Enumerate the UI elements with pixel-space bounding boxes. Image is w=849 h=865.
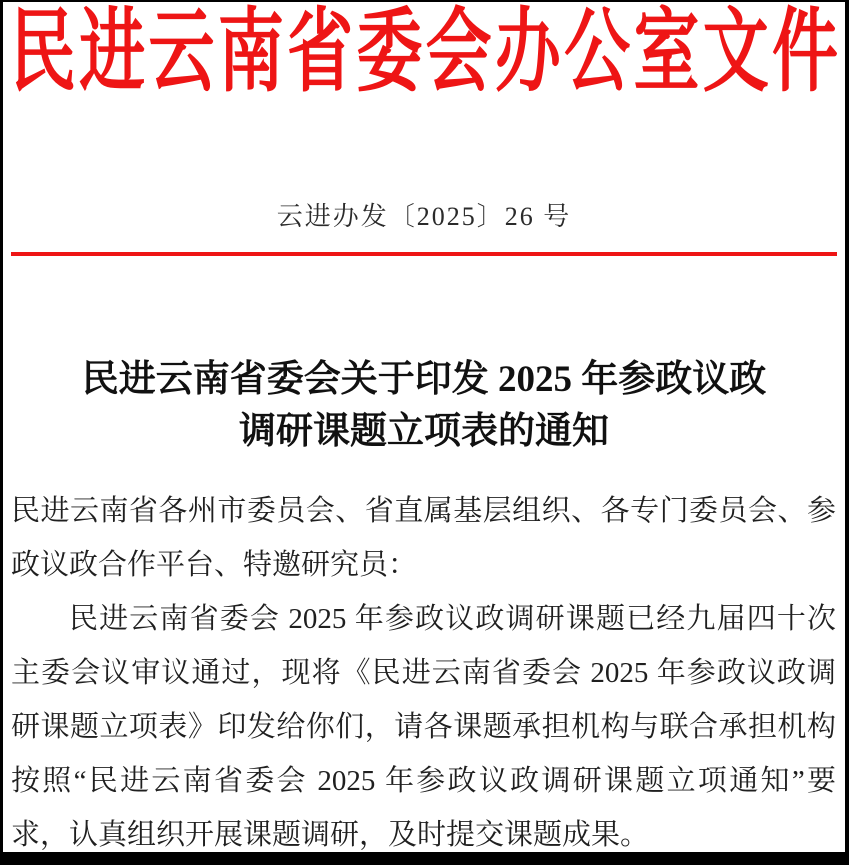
bottom-black-band (3, 852, 845, 865)
salutation-line: 民进云南省各州市委员会、省直属基层组织、各专门委员会、参 (11, 495, 836, 527)
document-title (23, 354, 825, 458)
document-title-line-2: 调研课题立项表的通知 (239, 411, 609, 452)
document-number: 云进办发〔2025〕26 号 (276, 202, 572, 231)
body-paragraph-line: 研课题立项表》印发给你们，请各课题承担机构与联合承担机构 (11, 711, 836, 743)
red-divider-line (11, 252, 837, 256)
document-title-line-1: 民进云南省委会关于印发 2025 年参政议政 (81, 359, 767, 400)
salutation-line: 政议政合作平台、特邀研究员： (11, 549, 418, 581)
body-paragraph-line: 按照“民进云南省委会 2025 年参政议政调研课题立项通知”要 (11, 765, 836, 797)
body-paragraph-line: 主委会议审议通过，现将《民进云南省委会 2025 年参政议政调 (11, 657, 836, 689)
body-paragraph-line: 民进云南省委会 2025 年参政议政调研课题已经九届四十次 (69, 603, 836, 635)
document-body (11, 484, 836, 862)
body-paragraph-line: 求，认真组织开展课题调研，及时提交课题成果。 (11, 819, 650, 851)
red-letterhead-title: 民进云南省委会办公室文件 (10, 2, 838, 104)
